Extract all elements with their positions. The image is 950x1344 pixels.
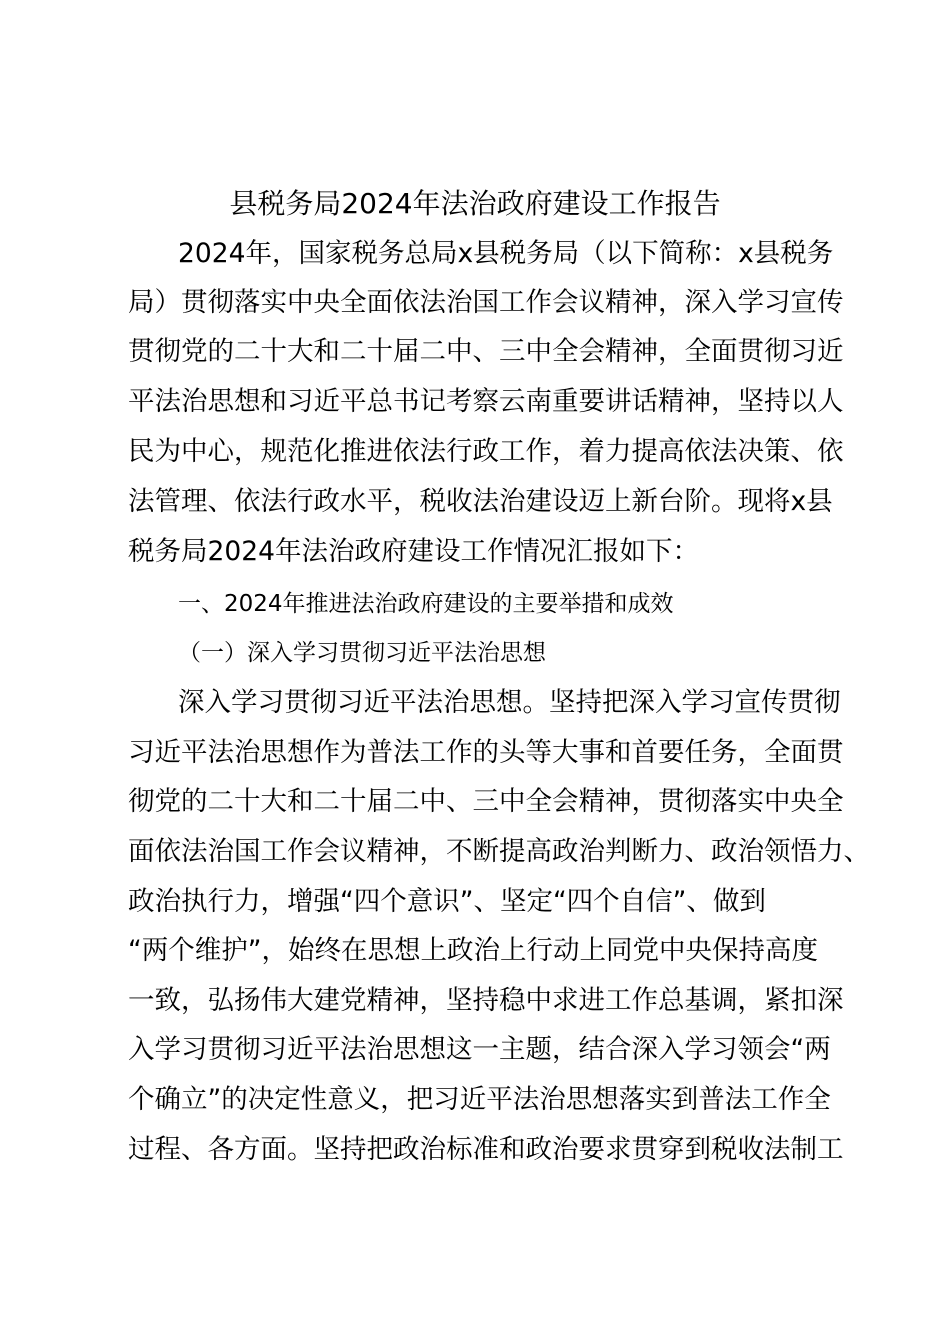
intro-line-4: 平法治思想和习近平总书记考察云南重要讲话精神，坚持以人 <box>128 386 844 417</box>
intro-line-2: 局）贯彻落实中央全面依法治国工作会议精神，深入学习宣传 <box>128 287 844 318</box>
intro-line-1: 2024年，国家税务总局x县税务局（以下简称：x县税务 <box>178 238 834 269</box>
body-line-2: 习近平法治思想作为普法工作的头等大事和首要任务，全面贯 <box>128 737 844 768</box>
body-line-3: 彻党的二十大和二十届二中、三中全会精神，贯彻落实中央全 <box>128 786 844 817</box>
body-line-5: 政治执行力，增强“四个意识”、坚定“四个自信”、做到 <box>128 886 766 917</box>
intro-line-7: 税务局2024年法治政府建设工作情况汇报如下： <box>128 536 699 567</box>
body-line-4: 面依法治国工作会议精神，不断提高政治判断力、政治领悟力、 <box>128 836 870 867</box>
intro-line-6: 法管理、依法行政水平，税收法治建设迈上新台阶。现将x县 <box>128 486 833 517</box>
intro-line-5: 民为中心，规范化推进依法行政工作，着力提高依法决策、依 <box>128 436 844 467</box>
body-line-9: 个确立”的决定性意义，把习近平法治思想落实到普法工作全 <box>128 1084 831 1115</box>
subsection-heading: （一）深入学习贯彻习近平法治思想 <box>178 640 546 666</box>
section-heading: 一、2024年推进法治政府建设的主要举措和成效 <box>178 591 674 617</box>
body-line-10: 过程、各方面。坚持把政治标准和政治要求贯穿到税收法制工 <box>128 1134 844 1165</box>
body-line-6: “两个维护”，始终在思想上政治上行动上同党中央保持高度 <box>128 935 818 966</box>
body-line-8: 入学习贯彻习近平法治思想这一主题，结合深入学习领会“两 <box>128 1034 831 1065</box>
document-title: 县税务局2024年法治政府建设工作报告 <box>229 187 721 220</box>
body-line-1: 深入学习贯彻习近平法治思想。坚持把深入学习宣传贯彻 <box>178 687 841 718</box>
intro-line-3: 贯彻党的二十大和二十届二中、三中全会精神，全面贯彻习近 <box>128 336 844 367</box>
body-line-7: 一致，弘扬伟大建党精神，坚持稳中求进工作总基调，紧扣深 <box>128 985 844 1016</box>
